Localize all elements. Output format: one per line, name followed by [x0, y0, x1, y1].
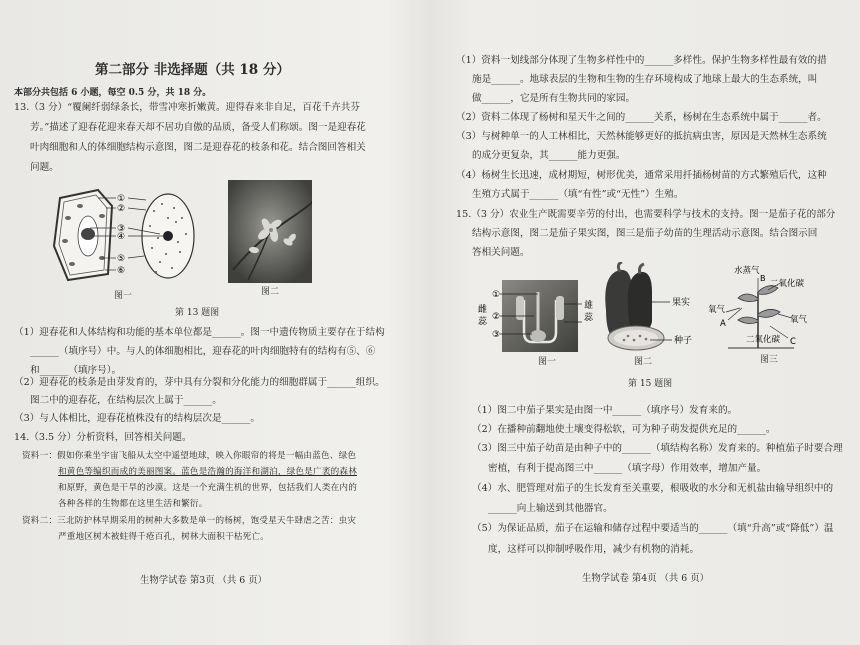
- material-two: 严重地区树木被蛀得千疮百孔，树林大面积干枯死亡。: [58, 532, 270, 542]
- cell-label: ⑤: [117, 254, 126, 264]
- structure-number: ①: [492, 290, 501, 300]
- q14-sub3: 的成分更复杂，其______能力更强。: [472, 150, 626, 161]
- q13-line: 芳。”描述了迎春花迎来春天却不居功自傲的品质，备受人们称颂。图一是迎春花: [30, 122, 366, 133]
- q14-sub3: （3）与树种单一的人工林相比，天然林能够更好的抵抗病虫害，原因是天然林生态系统: [456, 131, 827, 142]
- fruit-label: 果实: [672, 298, 691, 308]
- q13-sub1: 和______（填序号）。: [30, 365, 122, 376]
- material-one: 和黄色等编织而成的美丽图案。蓝色是浩瀚的海洋和湖泊，绿色是广袤的森林: [58, 467, 357, 477]
- material-two: 资料二：三北防护林早期采用的树种大多数是单一的杨树，饱受星天牛肆虐之苦：虫灾: [22, 516, 357, 526]
- q14-title: 14.（3.5 分）分析资料，回答相关问题。: [14, 432, 192, 443]
- q15-sub4: （4）水、肥管理对茄子的生长发育至关重要，根吸收的水分和无机盐由输导组织中的: [472, 483, 834, 494]
- section-heading: 第二部分 非选择题（共 18 分）: [95, 62, 290, 78]
- process-a-label: A: [720, 319, 726, 329]
- cell-label: ①: [117, 194, 126, 204]
- q15-sub4: ______向上输送到其他器官。: [488, 503, 613, 514]
- stamen-label: 雄: [584, 301, 594, 311]
- q15-sub1: （1）图二中茄子果实是由图一中______（填序号）发育来的。: [472, 405, 738, 416]
- page-footer: 生物学试卷 第4页 （共 6 页）: [582, 573, 709, 584]
- structure-number: ②: [492, 312, 501, 322]
- q15-sub2: （2）在播种前翻地使土壤变得松软，可为种子萌发提供充足的______。: [472, 424, 776, 435]
- q13-sub1: （1）迎春花和人体结构和功能的基本单位都是______。图一中遗传物质主要存在于结构: [14, 327, 385, 338]
- flower-photo: [228, 180, 312, 283]
- pistil-label: 蕊: [478, 317, 488, 327]
- q13-line: 问题。: [30, 162, 59, 173]
- page-footer: 生物学试卷 第3页 （共 6 页）: [140, 575, 267, 586]
- q15-sub5: 度，这样可以抑制呼吸作用，减少有机物的消耗。: [488, 544, 700, 555]
- figure-caption: 图三: [760, 355, 779, 365]
- material-one: 各种各样的生物都在这里生活和繁衍。: [58, 499, 208, 509]
- cell-diagram-figure: [50, 186, 195, 286]
- flower-structure-figure: [478, 272, 610, 354]
- eggplant-fruit-figure: [598, 262, 708, 354]
- process-b-label: B: [760, 274, 766, 283]
- q13-sub2: （2）迎春花的枝条是由芽发育的，芽中具有分裂和分化能力的细胞群属于______组织。: [14, 377, 385, 388]
- figure-caption: 图一: [538, 357, 557, 367]
- q14-sub4: （4）杨树生长迅速，成材期短，树形优美，通常采用扦插杨树苗的方式繁殖后代，这种: [456, 170, 827, 181]
- pistil-label: 雌: [478, 305, 488, 315]
- page-4: [448, 0, 860, 645]
- stamen-label: 蕊: [584, 313, 594, 323]
- cell-label: ②: [117, 204, 126, 214]
- q14-sub4: 生殖方式属于______（填“有性”或“无性”）生殖。: [472, 189, 684, 200]
- q13-sub1: ______（填序号）中。与人的体细胞相比，迎春花的叶肉细胞特有的结构有⑤、⑥: [30, 346, 376, 357]
- seedling-process-figure: [708, 262, 828, 356]
- water-vapor-label: 水蒸气: [734, 266, 760, 276]
- q13-line: 叶肉细胞和人的体细胞结构示意图，图二是迎春花的枝条和花。结合图回答相关: [30, 142, 366, 153]
- q15-sub5: （5）为保证品质，茄子在运输和储存过程中要适当的______（填“升高”或“降低”）温: [472, 523, 834, 534]
- q15-line: 答相关问题。: [472, 247, 530, 258]
- cell-label: ③: [117, 224, 126, 234]
- cell-label: ④: [117, 232, 126, 242]
- q14-sub2: （2）资料二体现了杨树和星天牛之间的______关系，杨树在生态系统中属于______者。: [456, 112, 827, 123]
- figure-title: 第 15 题图: [628, 379, 673, 389]
- co2-label: 二氧化碳: [770, 279, 805, 289]
- material-one: 资料一：假如你乘坐宇宙飞船从太空中遥望地球，映入你眼帘的将是一幅由蓝色、绿色: [22, 451, 357, 461]
- material-one: 和原野，黄色是干旱的沙漠。这是一个充满生机的世界，包括我们人类在内的: [58, 483, 357, 493]
- q15-sub3: （3）图三中茄子幼苗是由种子中的______（填结构名称）发育来的。种植茄子时要合理: [472, 443, 843, 454]
- structure-number: ③: [492, 330, 501, 340]
- q13-sub2: 图二中的迎春花，在结构层次上属于______。: [30, 395, 222, 406]
- process-c-label: C: [790, 337, 796, 347]
- co2-label: 二氧化碳: [746, 335, 781, 345]
- section-note: 本部分共包括 6 小题，每空 0.5 分，共 18 分。: [14, 88, 212, 98]
- q13-sub3: （3）与人体相比，迎春花植株没有的结构层次是______。: [14, 413, 260, 424]
- q15-line: 结构示意图，图二是茄子果实图，图三是茄子幼苗的生理活动示意图。结合图示回: [472, 228, 818, 239]
- figure-caption: 图一: [114, 291, 133, 301]
- q14-sub1: （1）资料一划线部分体现了生物多样性中的______多样性。保护生物多样性最有效的措: [456, 55, 827, 66]
- q13-line: 13.（3 分）“覆阑纤弱绿条长，带雪冲寒折嫩黄。迎得春来非自足，百花千卉共芬: [14, 102, 360, 113]
- q14-sub1: 做______，它是所有生物共同的家园。: [472, 93, 636, 104]
- q15-sub3: 密植，有利于提高图三中______（填字母）作用效率，增加产量。: [488, 463, 767, 474]
- q15-line: 15.（3 分）农业生产既需要辛劳的付出，也需要科学与技术的支持。图一是茄子花的部分: [456, 209, 836, 220]
- figure-title: 第 13 题图: [175, 308, 220, 318]
- q14-sub1: 施是______。地球表层的生物和生物的生存环境构成了地球上最大的生态系统，叫: [472, 74, 818, 85]
- figure-caption: 图二: [261, 287, 280, 297]
- cell-label: ⑥: [117, 266, 126, 276]
- seed-label: 种子: [674, 336, 693, 346]
- oxygen-label: 氧气: [790, 315, 808, 325]
- figure-caption: 图二: [634, 357, 653, 367]
- oxygen-label: 氧气: [708, 305, 726, 315]
